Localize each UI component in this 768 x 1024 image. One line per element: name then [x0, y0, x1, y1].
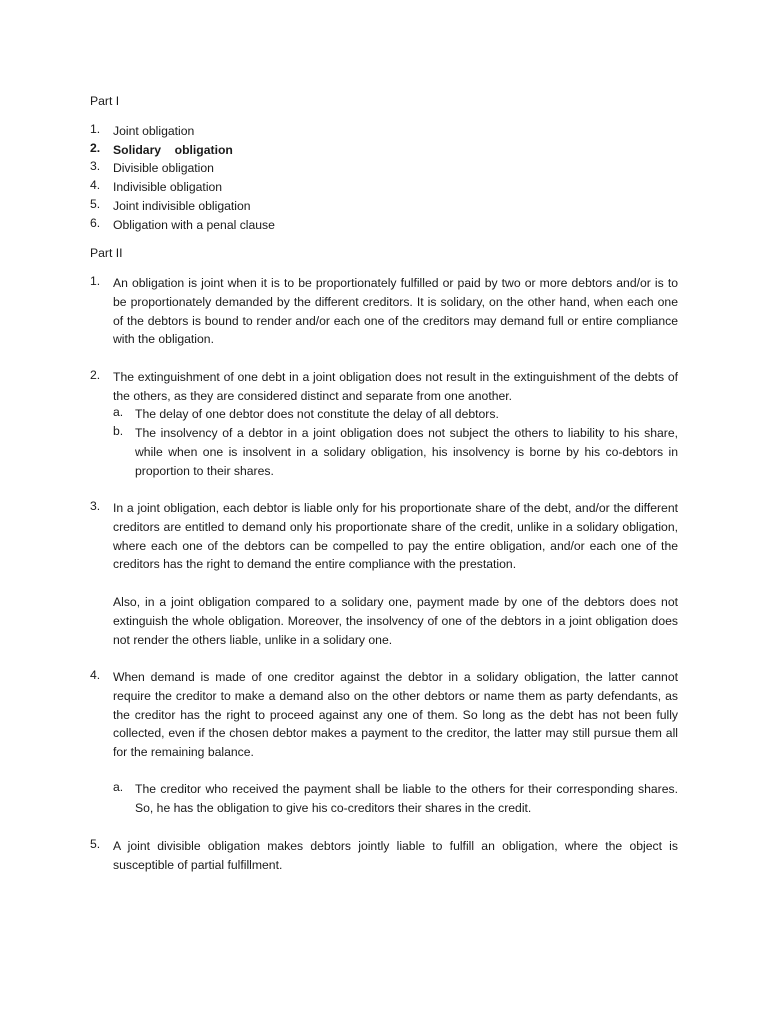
list-number: 6.: [90, 216, 101, 230]
list-item: [90, 178, 678, 197]
list-number: 2.: [90, 368, 101, 382]
sub-list-item: [113, 424, 678, 480]
list-text: Indivisible obligation: [113, 180, 223, 194]
list-number: 5.: [90, 197, 101, 211]
sub-list-letter: b.: [113, 424, 124, 438]
list-number: 4.: [90, 178, 101, 192]
list-text: An obligation is joint when it is to be proportionately fulfilled or paid by two or more debtors and/or is to be proportionately demanded by the different creditors. It is solidary, on the other hand, when each one of the debtors is bound to render and/or each one of the creditors may demand full or entire compliance with the obligation.: [113, 276, 678, 347]
list-item: [90, 837, 678, 875]
list-item: [90, 141, 678, 160]
list-text: Joint indivisible obligation: [113, 199, 251, 213]
sub-list-item: [113, 405, 678, 424]
sub-list-item: [113, 780, 678, 818]
sub-list-letter: a.: [113, 405, 124, 419]
list-number: 1.: [90, 274, 101, 288]
list-item: [90, 368, 678, 406]
list-item: [90, 274, 678, 349]
sub-list-text: The insolvency of a debtor in a joint obligation does not subject the others to liability to his share, while when one is insolvent in a solidary obligation, his insolvency is borne by his co-debtors in proportion to their shares.: [135, 426, 678, 478]
list-text: In a joint obligation, each debtor is liable only for his proportionate share of the debt, and/or the different creditors are entitled to demand only his proportionate share of the credit, unlike in a solidary obligation, where each one of the debtors can be compelled to pay the entire obligation, and/or each one of the creditors has the right to demand the entire compliance with the prestation.: [113, 501, 678, 572]
sub-list-text: The delay of one debtor does not constitute the delay of all debtors.: [135, 407, 499, 421]
part-two-heading: Part II: [90, 246, 123, 260]
list-number: 3.: [90, 499, 101, 513]
list-item: [90, 122, 678, 141]
list-text: Joint obligation: [113, 124, 195, 138]
list-number: 5.: [90, 837, 101, 851]
list-text: Divisible obligation: [113, 161, 214, 175]
part-one-heading: Part I: [90, 94, 120, 108]
list-item: [90, 159, 678, 178]
list-text: Obligation with a penal clause: [113, 218, 275, 232]
list-text: The extinguishment of one debt in a joint obligation does not result in the extinguishment of the debts of the others, as they are considered distinct and separate from one another.: [113, 370, 678, 403]
list-text: Solidary obligation: [113, 143, 233, 157]
list-number: 4.: [90, 668, 101, 682]
list-number: 3.: [90, 159, 101, 173]
list-item: [90, 197, 678, 216]
list-item: [90, 216, 678, 235]
list-item: [90, 499, 678, 574]
list-number: 1.: [90, 122, 101, 136]
list-text: When demand is made of one creditor against the debtor in a solidary obligation, the latter cannot require the creditor to make a demand also on the other debtors or name them as party defendants, as the creditor has the right to proceed against any one of them. So long as the debt has not been fully collected, even if the chosen debtor makes a payment to the creditor, the latter may still pursue them all for the remaining balance.: [113, 670, 678, 760]
list-text: A joint divisible obligation makes debtors jointly liable to fulfill an obligation, where the object is susceptible of partial fulfillment.: [113, 839, 678, 872]
list-number: 2.: [90, 141, 101, 155]
list-item: [90, 668, 678, 762]
sub-list-letter: a.: [113, 780, 124, 794]
sub-list-text: The creditor who received the payment shall be liable to the others for their corresponding shares. So, he has the obligation to give his co-creditors their shares in the credit.: [135, 782, 678, 815]
continuation-paragraph: Also, in a joint obligation compared to a solidary one, payment made by one of the debtors does not extinguish the whole obligation. Moreover, the insolvency of one of the debtors in a joint obligation does not render the others liable, unlike in a solidary one.: [113, 595, 678, 647]
